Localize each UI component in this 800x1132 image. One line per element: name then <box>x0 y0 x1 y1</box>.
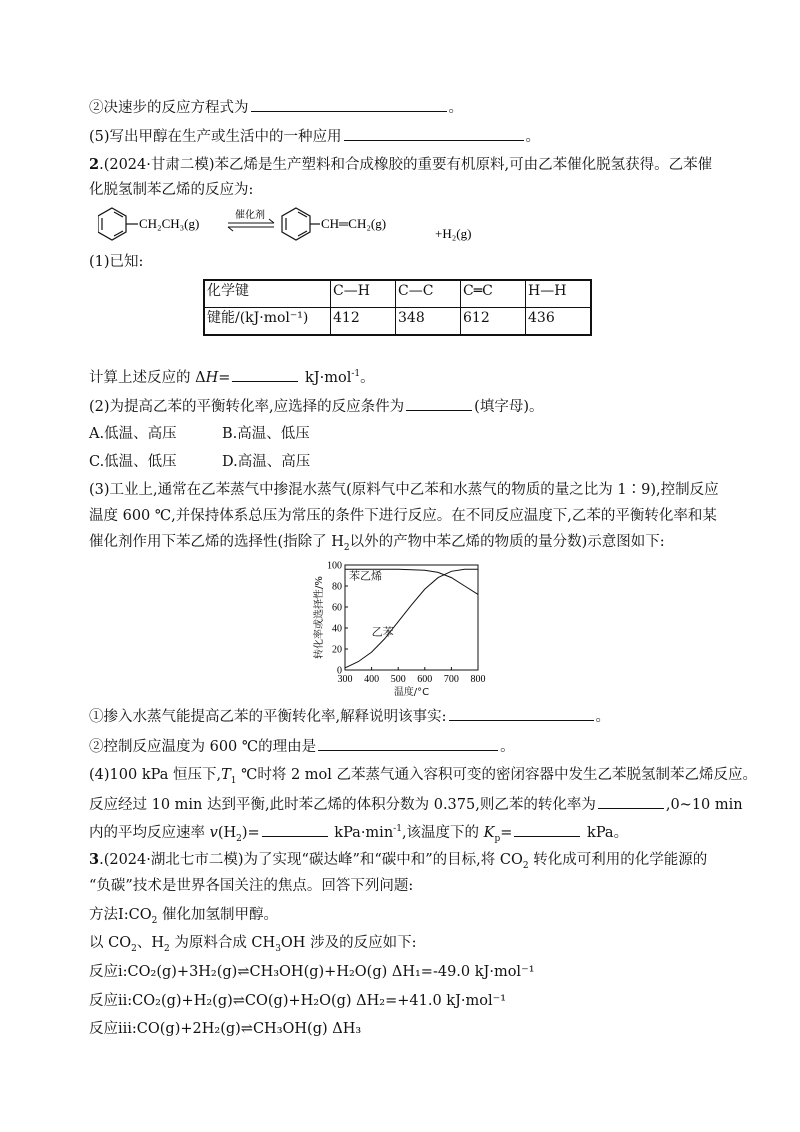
bond-energy-table <box>203 279 592 336</box>
y-tick-label: 20 <box>332 644 342 656</box>
benzene-ring-icon <box>98 208 138 240</box>
x-axis-label: 温度/°C <box>393 687 430 698</box>
sub-question-3-cont: 催化剂作用下苯乙烯的选择性(指除了 $H_2$以外的产物中苯乙烯的物质的量分数)示意图如下: <box>89 534 665 553</box>
sub-question-3: (3)工业上,通常在乙苯蒸气中掺混水蒸气(原料气中乙苯和水蒸气的物质的量之比为 1∶9),控制反应 <box>89 482 719 498</box>
x-tick-label: 300 <box>337 674 353 685</box>
sub-question-3-cont: 温度 600 ℃,并保持体系总压为常压的条件下进行反应。在不同反应温度下,乙苯的平衡转化率和某 <box>89 508 717 524</box>
product-label: CH═CH₂(g) <box>321 216 387 231</box>
reactant-label: CH₂CH₃(g) <box>139 216 200 231</box>
sub-question-1: (1)已知: <box>89 254 144 270</box>
answer-blank[interactable] <box>344 126 524 141</box>
question-3-stem-cont: “负碳”技术是世界各国关注的焦点。回答下列问题: <box>89 878 414 894</box>
x-tick-label: 500 <box>390 674 406 685</box>
table-cell: C—H <box>331 280 396 308</box>
question-2-stem-cont: 化脱氢制苯乙烯的反应为: <box>89 182 254 198</box>
table-cell: 436 <box>526 308 592 336</box>
table-cell: 412 <box>331 308 396 336</box>
sub-question-4-cont: 内的平均反应速率 $v(H_2)= kPa\cdot\min^{-1}$,该温度下的 $K_p=$ kPa。 <box>89 822 628 843</box>
table-row <box>204 308 591 336</box>
y-tick-label: 40 <box>332 623 342 635</box>
answer-blank[interactable] <box>406 396 472 411</box>
series-label-ethylbenzene: 乙苯 <box>371 625 394 639</box>
question-3-2: ②控制反应温度为 600 ℃的理由是 。 <box>89 736 515 757</box>
option-a: A.低温、高压 <box>89 426 177 442</box>
reaction-3: 反应ⅲ:CO(g)+2H₂(g)⇌CH₃OH(g) ΔH₃ <box>89 1021 362 1037</box>
x-tick-label: 800 <box>470 674 486 685</box>
conversion-selectivity-chart <box>300 555 500 705</box>
answer-blank[interactable] <box>449 706 594 721</box>
question-3-1: ①掺入水蒸气能提高乙苯的平衡转化率,解释说明该事实: 。 <box>89 706 610 727</box>
table-row <box>204 280 591 308</box>
benzene-ring-icon <box>282 208 320 240</box>
y-tick-label: 60 <box>332 602 342 614</box>
options-row-1 <box>89 424 310 444</box>
y-tick-label: 80 <box>332 581 342 593</box>
option-c: C.低温、低压 <box>89 454 177 470</box>
reaction-equation <box>98 205 618 241</box>
reaction-equation-graphic <box>98 205 618 241</box>
option-d: D.高温、高压 <box>222 454 311 470</box>
x-tick-label: 400 <box>364 674 380 685</box>
table-cell: 键能/(kJ·mol⁻¹) <box>204 308 331 336</box>
reaction-1: 反应ⅰ:CO₂(g)+3H₂(g)⇌CH₃OH(g)+H₂O(g) ΔH₁=-49.0 kJ·mol⁻¹ <box>89 964 535 980</box>
question-3-stem: 3.(2024·湖北七市二模)为了实现“碳达峰”和“碳中和”的目标,将 $CO_2$ 转化成可利用的化学能源的 <box>89 851 708 871</box>
answer-blank[interactable] <box>251 97 447 112</box>
text: ②决速步的反应方程式为 <box>89 100 249 116</box>
catalyst-label: 催化剂 <box>235 210 265 221</box>
x-tick-label: 600 <box>417 674 433 685</box>
sub-question-4-cont: 反应经过 10 min 达到平衡,此时苯乙烯的体积分数为 0.375,则乙苯的转化率为 ,0~10 min <box>89 794 743 815</box>
answer-blank[interactable] <box>262 822 328 837</box>
reaction-2: 反应ⅱ:CO₂(g)+H₂(g)⇌CO(g)+H₂O(g) ΔH₂=+41.0 kJ·mol⁻¹ <box>89 993 507 1009</box>
x-tick-label: 700 <box>443 674 459 685</box>
calc-delta-h: 计算上述反应的 ΔH= kJ·mol$^{-1}$。 <box>89 367 375 388</box>
table-cell: H—H <box>526 280 592 308</box>
sub-question-2: (2)为提高乙苯的平衡转化率,应选择的反应条件为 (填字母)。 <box>89 396 543 417</box>
table-cell: C—C <box>396 280 461 308</box>
question-2-stem: 2.(2024·甘肃二模)苯乙烯是生产塑料和合成橡胶的重要有机原料,可由乙苯催化脱氢获得。乙苯催 <box>89 156 713 173</box>
method-1: 方法$Ⅰ:CO_2$ 催化加氢制甲醇。 <box>89 907 278 926</box>
table-cell: C═C <box>461 280 526 308</box>
answer-blank[interactable] <box>318 736 498 751</box>
table-cell: 化学键 <box>204 280 331 308</box>
series-label-styrene: 苯乙烯 <box>348 569 382 583</box>
options-row-2 <box>89 452 311 472</box>
y-axis-label: 转化率或选择性/% <box>314 576 325 659</box>
answer-blank[interactable] <box>514 822 580 837</box>
reactions-intro: 以 $CO_2$、$H_2$ 为原料合成 $CH_3OH$ 涉及的反应如下: <box>89 935 417 954</box>
answer-blank[interactable] <box>232 367 298 382</box>
y-tick-label: 100 <box>327 560 342 572</box>
series-line-2 <box>345 569 478 668</box>
option-b: B.高温、低压 <box>222 426 310 442</box>
y-tick-label: 0 <box>337 665 342 677</box>
line-rate-step: ②决速步的反应方程式为 。 <box>89 97 463 118</box>
series-lines <box>345 569 478 668</box>
line-q5: (5)写出甲醇在生产或生活中的一种应用 。 <box>89 126 540 147</box>
sub-question-4: (4)100 kPa 恒压下$,T_1$ ℃时将 2 mol 乙苯蒸气通入容积可变的密闭容器中发生乙苯脱氢制苯乙烯反应。 <box>89 767 757 786</box>
hydrogen-label: +H₂(g) <box>435 226 472 241</box>
answer-blank[interactable] <box>598 794 664 809</box>
table-cell: 612 <box>461 308 526 336</box>
table-cell: 348 <box>396 308 461 336</box>
